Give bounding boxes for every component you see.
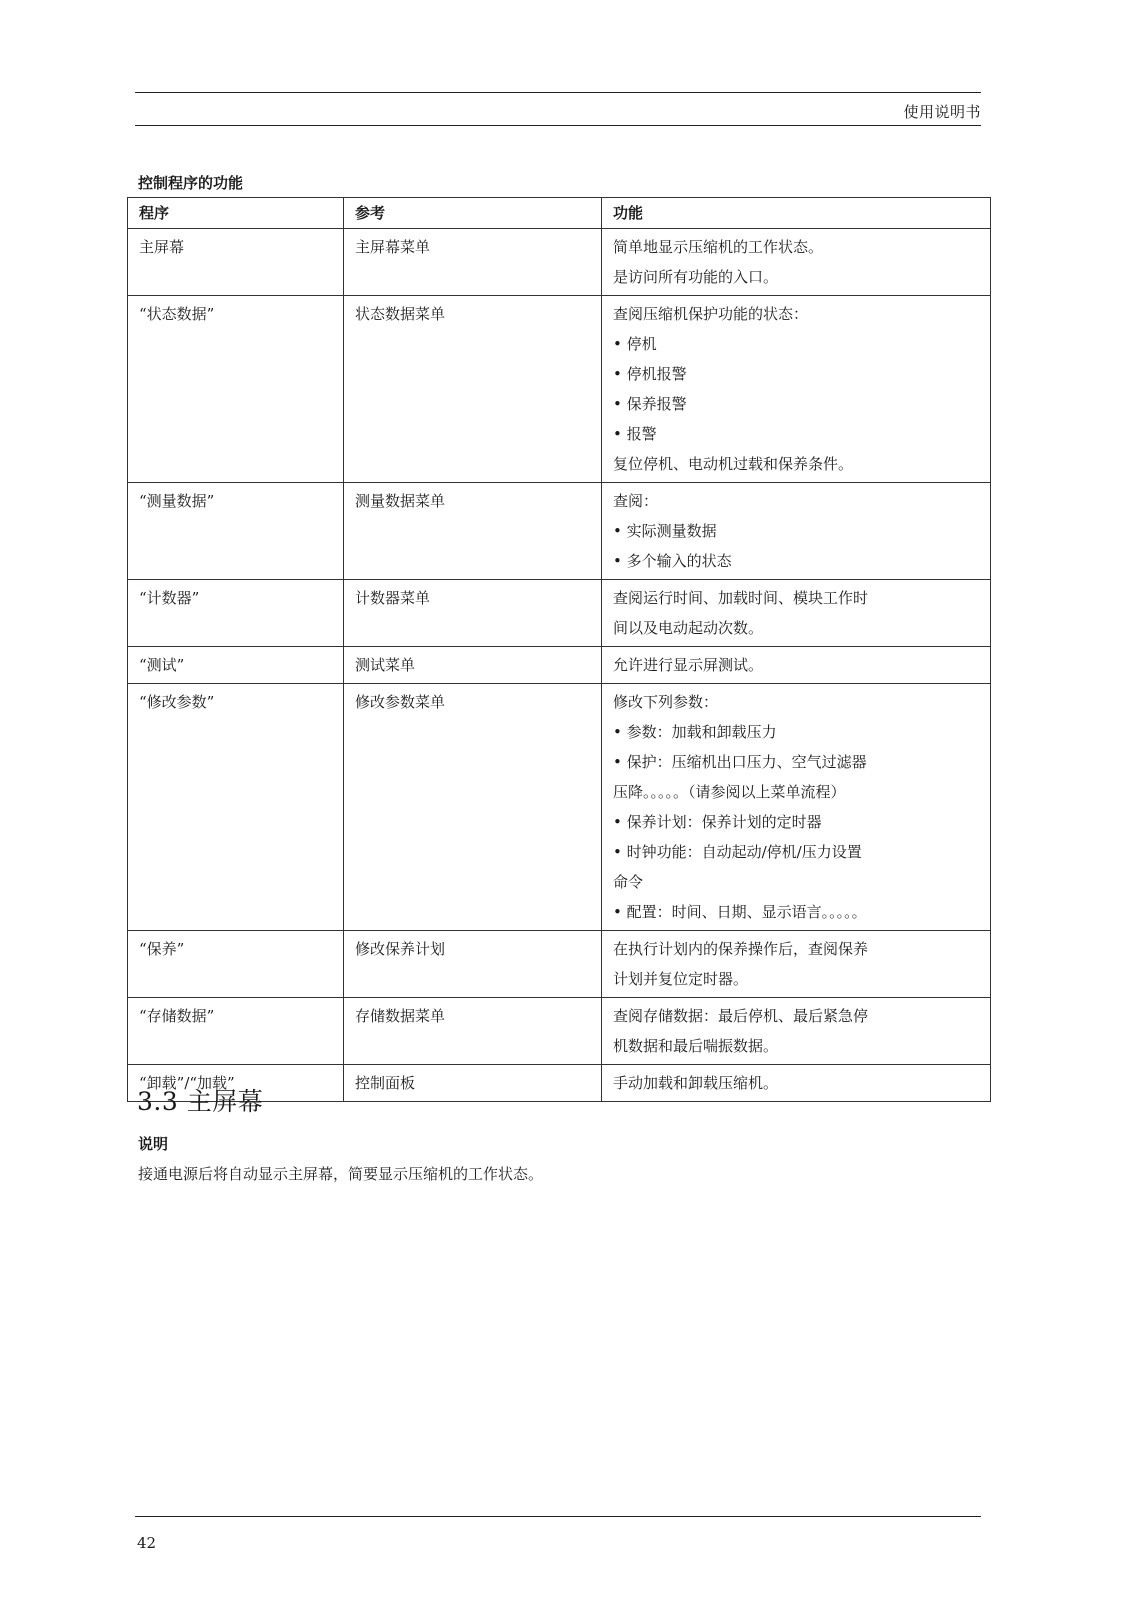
cell-function xyxy=(602,1065,991,1102)
cell-program: 主屏幕 xyxy=(128,229,344,296)
cell-program: “保养” xyxy=(128,931,344,998)
function-line: • 保养报警 xyxy=(613,395,687,413)
function-line: 查阅运行时间、加载时间、模块工作时 xyxy=(613,589,869,607)
function-line: • 配置：时间、日期、显示语言。。。。。 xyxy=(613,903,867,921)
cell-reference: 测量数据菜单 xyxy=(344,483,602,580)
cell-function xyxy=(602,296,991,483)
column-header-program: 程序 xyxy=(128,198,344,229)
function-line: 在执行计划内的保养操作后，查阅保养 xyxy=(613,940,869,958)
table-row xyxy=(128,931,991,998)
function-line: • 保养计划：保养计划的定时器 xyxy=(613,813,822,831)
function-line: • 停机 xyxy=(613,335,657,353)
cell-program: “存储数据” xyxy=(128,998,344,1065)
table-row xyxy=(128,580,991,647)
description-label: 说明 xyxy=(138,1135,169,1153)
header-title: 使用说明书 xyxy=(903,103,981,121)
cell-program: “卸载”/“加载” xyxy=(128,1065,344,1102)
function-line: 简单地显示压缩机的工作状态。 xyxy=(613,238,824,256)
description-text: 接通电源后将自动显示主屏幕，简要显示压缩机的工作状态。 xyxy=(138,1165,544,1183)
table-row xyxy=(128,229,991,296)
table-body xyxy=(128,229,991,1102)
function-line: 机数据和最后喘振数据。 xyxy=(613,1037,779,1055)
cell-function xyxy=(602,647,991,684)
function-line: • 报警 xyxy=(613,425,657,443)
function-line: 手动加载和卸载压缩机。 xyxy=(613,1074,779,1092)
function-line: 是访问所有功能的入口。 xyxy=(613,268,779,286)
column-header-function: 功能 xyxy=(602,198,991,229)
footer-rule xyxy=(135,1516,981,1517)
header-rule-bottom xyxy=(135,125,981,126)
cell-reference: 修改参数菜单 xyxy=(344,684,602,931)
table-row xyxy=(128,684,991,931)
function-line: 间以及电动起动次数。 xyxy=(613,619,764,637)
table-row xyxy=(128,998,991,1065)
cell-function xyxy=(602,684,991,931)
cell-function xyxy=(602,580,991,647)
function-line: 查阅： xyxy=(613,492,659,510)
table-row xyxy=(128,483,991,580)
section-heading: 3.3 主屏幕 xyxy=(137,1087,264,1116)
function-table xyxy=(127,197,991,1102)
function-line: • 保护：压缩机出口压力、空气过滤器 xyxy=(613,753,867,771)
cell-program: “测试” xyxy=(128,647,344,684)
cell-reference: 控制面板 xyxy=(344,1065,602,1102)
function-line: • 多个输入的状态 xyxy=(613,552,732,570)
table-header-row xyxy=(128,198,991,229)
cell-function xyxy=(602,229,991,296)
cell-reference: 主屏幕菜单 xyxy=(344,229,602,296)
header-rule-top xyxy=(135,92,981,93)
cell-function xyxy=(602,483,991,580)
function-line: 压降。。。。。（请参阅以上菜单流程） xyxy=(613,783,846,801)
cell-reference: 状态数据菜单 xyxy=(344,296,602,483)
cell-program: “测量数据” xyxy=(128,483,344,580)
cell-program: “状态数据” xyxy=(128,296,344,483)
function-line: 修改下列参数： xyxy=(613,693,719,711)
page-number: 42 xyxy=(137,1534,157,1552)
table-row xyxy=(128,296,991,483)
function-line: • 实际测量数据 xyxy=(613,522,717,540)
function-line: 允许进行显示屏测试。 xyxy=(613,656,764,674)
function-line: • 时钟功能：自动起动/停机/压力设置 xyxy=(613,843,862,861)
function-line: 查阅存储数据：最后停机、最后紧急停 xyxy=(613,1007,869,1025)
cell-reference: 存储数据菜单 xyxy=(344,998,602,1065)
function-line: 复位停机、电动机过载和保养条件。 xyxy=(613,455,854,473)
cell-function xyxy=(602,998,991,1065)
function-line: • 参数：加载和卸载压力 xyxy=(613,723,777,741)
cell-program: “计数器” xyxy=(128,580,344,647)
table-row xyxy=(128,647,991,684)
function-line: 查阅压缩机保护功能的状态： xyxy=(613,305,809,323)
table-caption: 控制程序的功能 xyxy=(138,174,244,192)
cell-reference: 测试菜单 xyxy=(344,647,602,684)
cell-function xyxy=(602,931,991,998)
cell-program: “修改参数” xyxy=(128,684,344,931)
cell-reference: 修改保养计划 xyxy=(344,931,602,998)
cell-reference: 计数器菜单 xyxy=(344,580,602,647)
function-line: • 停机报警 xyxy=(613,365,687,383)
column-header-reference: 参考 xyxy=(344,198,602,229)
function-line: 计划并复位定时器。 xyxy=(613,970,749,988)
function-line: 命令 xyxy=(613,873,644,891)
